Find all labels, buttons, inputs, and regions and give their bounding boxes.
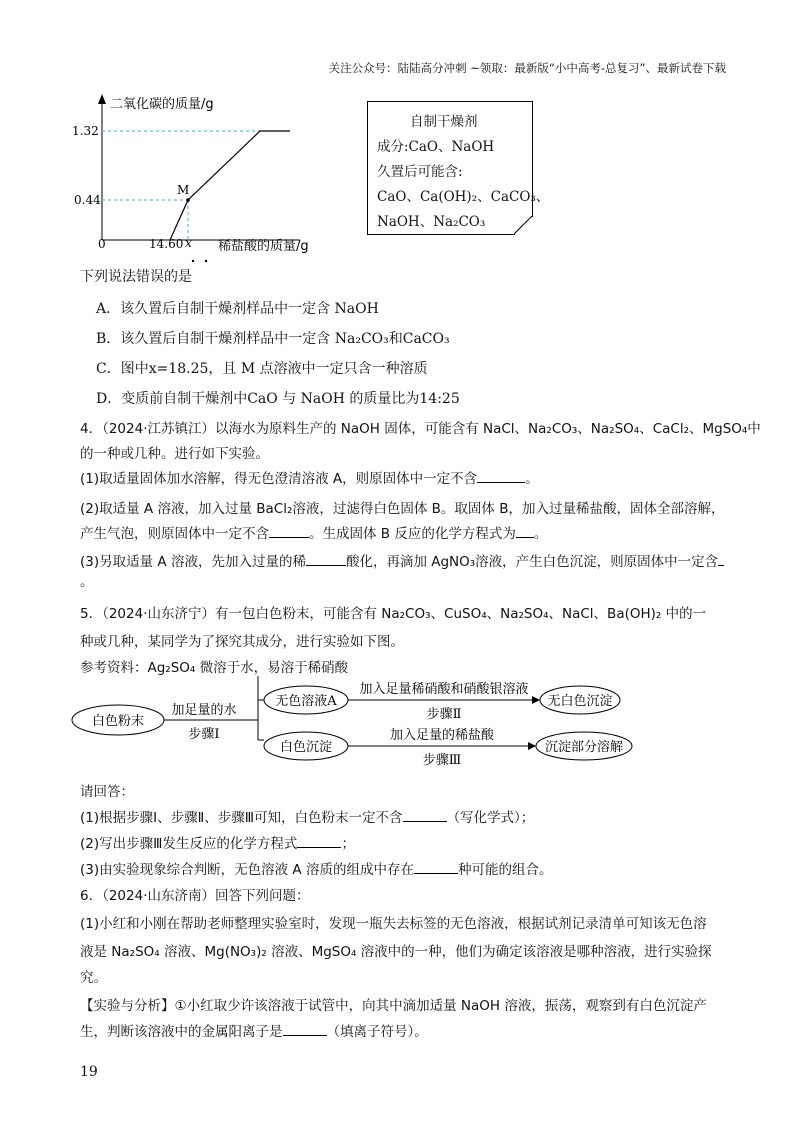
q4-part-2a: (2)取适量 A 溶液，加入过量 BaCl₂溶液，过滤得白色固体 B。取固体 B，加入过量稀盐酸，固体全部溶解， <box>80 501 725 517</box>
origin-label: 0 <box>98 237 106 251</box>
x-axis-label: 稀盐酸的质量/g <box>218 239 309 254</box>
tick-0.44: 0.44 <box>74 193 101 207</box>
q4-part-3: (3)另取适量 A 溶液，先加入过量的稀 酸化，再滴加 AgNO₃溶液，产生白色沉淀，则原固体中一定含 <box>80 550 724 570</box>
flow-node-a-end-label: 无白色沉淀 <box>547 694 613 709</box>
experiment-flowchart <box>70 676 720 776</box>
point-m-label: M <box>177 183 190 197</box>
flow-step3-bottom: 步骤Ⅲ <box>422 753 462 768</box>
point-m <box>186 198 190 202</box>
q5-part-2: (2)写出步骤Ⅲ发生反应的化学方程式 ； <box>80 836 355 852</box>
co2-mass-graph <box>60 90 360 265</box>
q6-part-2a: 【实验与分析】①小红取少许该溶液于试管中，向其中滴加适量 NaOH 溶液，振荡，观察到有白色沉淀产 <box>80 998 707 1014</box>
q6-part-1a: (1)小红和小刚在帮助老师整理实验室时，发现一瓶失去标签的无色溶液，根据试剂记录清单可知该无色溶 <box>80 916 707 932</box>
flow-step2-bottom: 步骤Ⅱ <box>426 707 462 722</box>
y-axis-label: 二氧化碳的质量/g <box>110 97 214 112</box>
tick-x: x <box>185 236 192 250</box>
q4-line-2: 的一种或几种。进行如下实验。 <box>80 446 269 462</box>
q6-part-1b: 液是 Na₂SO₄ 溶液、Mg(NO₃)₂ 溶液、MgSO₄ 溶液中的一种，他们为确定该溶液是哪种溶液，进行实验探 <box>80 944 712 960</box>
flow-step1-top: 加足量的水 <box>171 703 237 718</box>
q4-line-1: 4．（2024·江苏镇江）以海水为原料生产的 NaOH 固体，可能含有 NaCl、Na₂CO₃、Na₂SO₄、CaCl₂、MgSO₄中 <box>80 421 761 437</box>
desiccant-line-4: NaOH、Na₂CO₃ <box>377 214 486 230</box>
q4-part-2b: 产生气泡，则原固体中一定不含 。生成固体 B 反应的化学方程式为 。 <box>80 526 548 542</box>
q3-option-d: D．变质前自制干燥剂中CaO 与 NaOH 的质量比为14:25 <box>96 391 460 407</box>
q5-reference: 参考资料：Ag₂SO₄ 微溶于水，易溶于稀硝酸 <box>80 660 349 676</box>
desiccant-line-1: 成分:CaO、NaOH <box>377 139 495 155</box>
y-axis-arrow <box>98 94 106 104</box>
flow-node-b-label: 白色沉淀 <box>279 740 333 755</box>
q3-option-a: A．该久置后自制干燥剂样品中一定含 NaOH <box>96 301 379 317</box>
desiccant-label-box <box>367 101 550 235</box>
q3-option-c: C．图中x=18.25，且 M 点溶液中一定只含一种溶质 <box>96 361 428 377</box>
flow-node-b-end-label: 沉淀部分溶解 <box>544 740 624 755</box>
q6-part-1c: 究。 <box>80 970 107 986</box>
q6-line-1: 6．（2024·山东济南）回答下列问题： <box>80 888 310 904</box>
flow-start-label: 白色粉末 <box>91 714 145 729</box>
q4-part-1: (1)取适量固体加水溶解，得无色澄清溶液 A，则原固体中一定不含 。 <box>80 471 539 487</box>
tick-1.32: 1.32 <box>72 124 99 138</box>
q5-part-3: (3)由实验现象综合判断，无色溶液 A 溶质的组成中存在 种可能的组合。 <box>80 862 553 878</box>
flow-node-a-label: 无色溶液A <box>275 694 337 709</box>
page-number: 19 <box>80 1064 98 1080</box>
q5-line-2: 种或几种，某同学为了探究其成分，进行实验如下图。 <box>80 634 404 650</box>
tick-14.60: 14.60 <box>149 237 184 251</box>
q6-part-2b: 生，判断该溶液中的金属阳离子是 （填离子符号）。 <box>80 1024 428 1040</box>
desiccant-title: 自制干燥剂 <box>410 114 478 130</box>
q5-line-1: 5．（2024·山东济宁）有一包白色粉末，可能含有 Na₂CO₃、CuSO₄、Na₂SO₄、NaCl、Ba(OH)₂ 中的一 <box>80 606 707 622</box>
q4-part-3-end: 。 <box>80 574 94 590</box>
flow-step2-top: 加入足量稀硝酸和硝酸银溶液 <box>359 682 529 697</box>
q5-ask: 请回答： <box>80 784 134 800</box>
flow-step3-top: 加入足量的稀盐酸 <box>389 728 495 743</box>
desiccant-line-3: CaO、Ca(OH)₂、CaCO₃、 <box>377 189 550 205</box>
flow-step1-bottom: 步骤Ⅰ <box>188 727 220 742</box>
q3-option-b: B．该久置后自制干燥剂样品中一定含 Na₂CO₃和CaCO₃ <box>96 331 450 347</box>
q3-stem: 下列说法错误的是 <box>80 269 192 285</box>
q5-part-1: (1)根据步骤Ⅰ、步骤Ⅱ、步骤Ⅲ可知，白色粉末一定不含 （写化学式）； <box>80 810 535 826</box>
page-header: 关注公众号：陆陆高分冲刺 ~领取：最新版“小中高考-总复习”、最新试卷下载 <box>328 61 726 75</box>
desiccant-line-2: 久置后可能含: <box>377 164 463 180</box>
